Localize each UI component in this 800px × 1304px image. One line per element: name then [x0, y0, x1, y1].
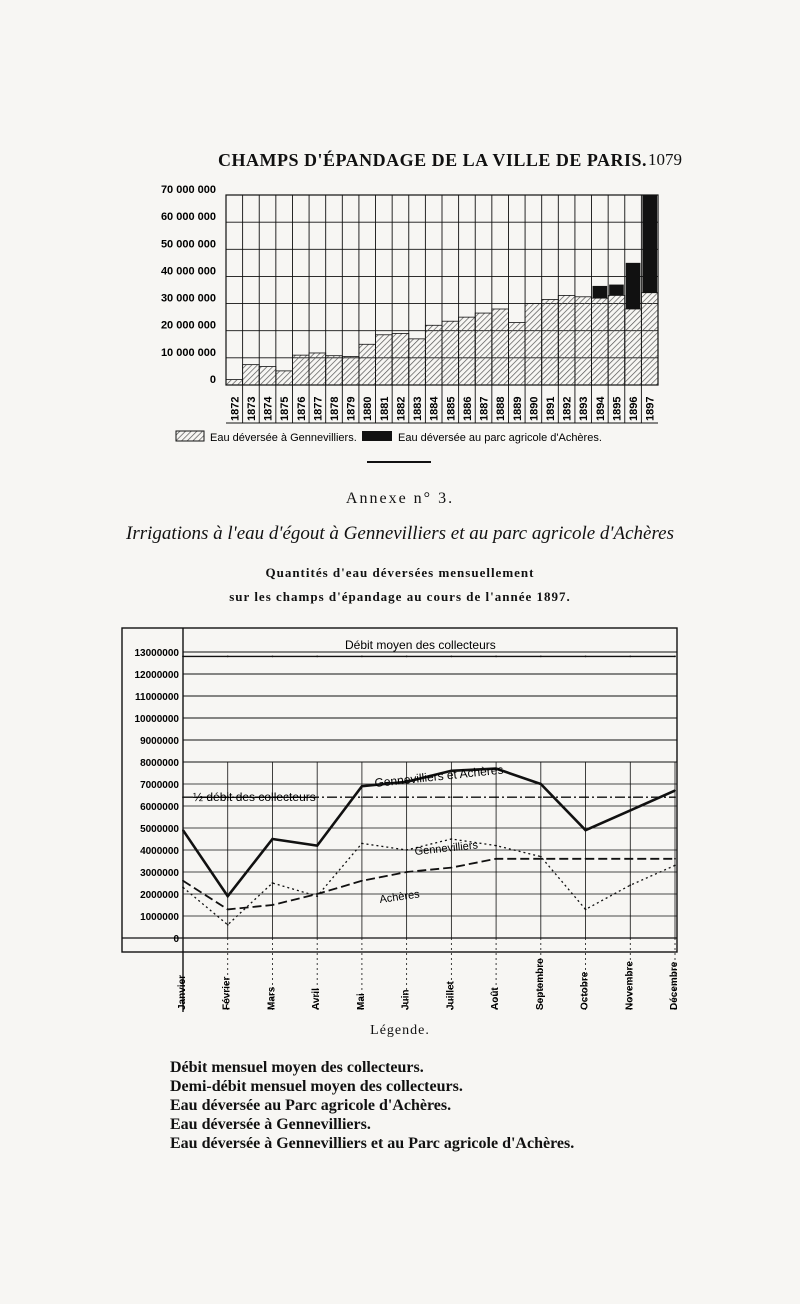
bar-x-tick-label: 1881: [378, 396, 391, 421]
line-point-2: [227, 909, 229, 911]
line-series-2: [183, 859, 675, 910]
bar-y-tick-label: 30 000 000: [160, 292, 216, 305]
line-x-tick-label: Décembre: [669, 961, 680, 1010]
bar-gennevilliers-1876: [292, 355, 309, 385]
line-x-tick-label: Octobre: [579, 971, 591, 1010]
line-point-1: [495, 845, 497, 847]
bar-gennevilliers-1882: [392, 333, 409, 385]
line-point-1: [361, 843, 363, 845]
line-label-gennevilliers: Gennevilliers: [414, 839, 479, 858]
line-point-1: [182, 887, 184, 889]
bar-x-tick-label: 1880: [362, 396, 375, 421]
bar-gennevilliers-1884: [425, 325, 442, 385]
legend-title: Légende.: [370, 1023, 430, 1038]
line-point-0: [182, 829, 184, 831]
bar-x-tick-label: 1876: [295, 396, 308, 421]
bar-x-tick-label: 1896: [628, 396, 641, 421]
line-point-1: [316, 895, 318, 897]
bar-y-tick-label: 60 000 000: [160, 211, 216, 224]
line-x-tick-label: Février: [221, 976, 233, 1010]
bar-x-tick-label: 1872: [229, 396, 242, 421]
bar-x-tick-label: 1883: [412, 396, 425, 421]
line-point-3: [495, 796, 497, 798]
line-point-2: [585, 858, 587, 860]
bar-gennevilliers-1874: [259, 367, 276, 385]
line-point-4: [227, 656, 229, 658]
line-point-1: [272, 882, 274, 884]
line-series-0: [183, 769, 675, 897]
line-point-0: [361, 785, 363, 787]
line-point-3: [406, 796, 408, 798]
line-point-2: [182, 880, 184, 882]
line-y-tick-label: 5000000: [140, 824, 179, 835]
bar-x-tick-label: 1893: [578, 396, 591, 421]
line-label-acheres: Achères: [378, 888, 421, 906]
bar-x-tick-label: 1895: [611, 396, 624, 421]
line-point-4: [316, 656, 318, 658]
bar-x-tick-label: 1875: [279, 396, 292, 421]
bar-gennevilliers-1887: [475, 313, 492, 385]
legend-swatch-gennevilliers: [176, 431, 204, 441]
bar-x-tick-label: 1892: [561, 396, 574, 421]
line-point-4: [361, 656, 363, 658]
line-point-2: [495, 858, 497, 860]
line-point-1: [674, 865, 676, 867]
bar-x-tick-label: 1890: [528, 396, 541, 421]
line-point-1: [227, 924, 229, 926]
annexe-heading-line2: sur les champs d'épandage au cours de l'année 1897.: [229, 589, 571, 604]
line-x-tick-label: Août: [490, 987, 502, 1010]
bar-x-tick-label: 1887: [478, 396, 491, 421]
line-point-0: [227, 895, 229, 897]
line-y-tick-label: 6000000: [140, 802, 179, 813]
line-point-3: [316, 796, 318, 798]
bar-gennevilliers-1881: [376, 335, 393, 385]
bar-y-tick-label: 20 000 000: [160, 319, 216, 332]
line-label-total: Gennevilliers et Achères: [373, 762, 505, 790]
bar-x-tick-label: 1877: [312, 396, 325, 421]
bar-gennevilliers-1878: [326, 356, 343, 385]
line-x-tick-label: Juillet: [445, 981, 457, 1010]
line-x-tick-label: Avril: [311, 988, 323, 1010]
line-point-0: [585, 829, 587, 831]
line-point-4: [182, 656, 184, 658]
bar-x-tick-label: 1894: [594, 396, 607, 421]
line-y-tick-label: 12000000: [134, 670, 179, 681]
bar-gennevilliers-1873: [243, 365, 260, 385]
section-divider: [367, 461, 431, 463]
line-point-2: [361, 880, 363, 882]
line-point-0: [540, 783, 542, 785]
line-y-tick-label: 4000000: [140, 846, 179, 857]
line-point-0: [272, 838, 274, 840]
bar-x-tick-label: 1879: [345, 396, 358, 421]
line-x-tick-label: Septembre: [534, 958, 546, 1010]
bar-gennevilliers-1880: [359, 344, 376, 385]
line-point-4: [585, 656, 587, 658]
line-point-3: [182, 796, 184, 798]
line-y-tick-label: 8000000: [140, 758, 179, 769]
bar-y-tick-label: 40 000 000: [160, 265, 216, 278]
annexe-subtitle: Irrigations à l'eau d'égout à Gennevilliers et au parc agricole d'Achères: [126, 523, 674, 544]
line-y-tick-label: 11000000: [135, 692, 179, 703]
line-point-4: [406, 656, 408, 658]
legend-label-gennevilliers: Eau déversée à Gennevilliers.: [210, 432, 357, 444]
legend-label-acheres: Eau déversée au parc agricole d'Achères.: [398, 432, 602, 444]
line-point-1: [450, 838, 452, 840]
bar-gennevilliers-1890: [525, 304, 542, 385]
line-y-tick-label: 7000000: [140, 780, 179, 791]
bar-gennevilliers-1893: [575, 297, 592, 385]
line-y-tick-label: 0: [173, 934, 179, 945]
bar-x-tick-label: 1886: [461, 396, 474, 421]
bar-gennevilliers-1879: [342, 357, 359, 386]
bar-gennevilliers-1897: [641, 293, 658, 385]
bar-gennevilliers-1889: [508, 323, 525, 385]
line-point-0: [674, 790, 676, 792]
line-point-2: [316, 893, 318, 895]
legend-item: Débit mensuel moyen des collecteurs.: [170, 1059, 424, 1076]
line-point-3: [361, 796, 363, 798]
line-point-1: [540, 856, 542, 858]
line-point-3: [674, 796, 676, 798]
line-x-tick-label: Mai: [355, 993, 367, 1010]
page-running-title: CHAMPS D'ÉPANDAGE DE LA VILLE DE PARIS.: [218, 150, 648, 170]
line-point-3: [540, 796, 542, 798]
line-point-1: [406, 849, 408, 851]
bar-gennevilliers-1872: [226, 380, 243, 385]
bar-acheres-1897: [642, 195, 657, 293]
bar-x-tick-label: 1878: [329, 396, 341, 421]
bar-gennevilliers-1894: [592, 298, 609, 385]
bar-x-tick-label: 1885: [445, 396, 458, 421]
line-y-tick-label: 1000000: [140, 912, 179, 923]
bar-y-tick-label: 10 000 000: [160, 346, 216, 359]
line-point-4: [540, 656, 542, 658]
legend-item: Demi-débit mensuel moyen des collecteurs.: [170, 1078, 463, 1095]
annexe-heading-line1: Quantités d'eau déversées mensuellement: [265, 565, 535, 580]
bar-x-tick-label: 1874: [262, 396, 275, 421]
line-point-3: [450, 796, 452, 798]
line-point-4: [272, 656, 274, 658]
bar-gennevilliers-1888: [492, 309, 509, 385]
legend-swatch-acheres: [362, 431, 392, 441]
legend-item: Eau déversée à Gennevilliers et au Parc agricole d'Achères.: [170, 1135, 575, 1152]
legend-item: Eau déversée au Parc agricole d'Achères.: [170, 1097, 452, 1114]
line-point-2: [540, 858, 542, 860]
bar-gennevilliers-1886: [459, 317, 476, 385]
legend-list: [170, 1058, 574, 1153]
line-point-4: [629, 656, 631, 658]
line-point-2: [272, 904, 274, 906]
line-x-tick-label: Mars: [266, 986, 278, 1010]
bar-gennevilliers-1883: [409, 339, 426, 385]
legend-item: Eau déversée à Gennevilliers.: [170, 1116, 371, 1133]
line-point-0: [316, 845, 318, 847]
line-point-2: [406, 871, 408, 873]
annexe-title: Annexe n° 3.: [345, 490, 455, 507]
line-x-tick-label: Juin: [400, 989, 412, 1010]
line-point-2: [450, 867, 452, 869]
bar-y-tick-label: 50 000 000: [160, 238, 216, 251]
line-x-tick-label: Novembre: [624, 961, 636, 1010]
line-point-2: [674, 858, 676, 860]
line-chart-monthly: [0, 620, 800, 1020]
bar-y-tick-label: 0: [209, 374, 216, 386]
bar-gennevilliers-1885: [442, 321, 459, 385]
bar-gennevilliers-1896: [625, 309, 642, 385]
bar-acheres-1894: [593, 286, 608, 298]
line-point-4: [450, 656, 452, 658]
bar-acheres-1896: [626, 263, 641, 309]
bar-gennevilliers-1877: [309, 353, 326, 385]
line-point-1: [629, 884, 631, 886]
line-y-tick-label: 3000000: [140, 868, 179, 879]
line-y-tick-label: 9000000: [140, 736, 179, 747]
bar-x-tick-label: 1891: [545, 396, 557, 421]
line-y-tick-label: 10000000: [134, 714, 179, 725]
bar-acheres-1895: [609, 285, 624, 296]
line-point-3: [629, 796, 631, 798]
page-number: 1079: [648, 150, 682, 169]
bar-gennevilliers-1891: [542, 300, 559, 386]
bar-x-tick-label: 1884: [428, 396, 441, 421]
line-label-half-debit: ½ débit des collecteurs: [193, 790, 316, 804]
bar-gennevilliers-1895: [608, 295, 625, 385]
line-point-0: [629, 810, 631, 812]
line-y-tick-label: 13000000: [134, 648, 179, 659]
bar-x-tick-label: 1888: [495, 396, 508, 421]
line-point-4: [674, 656, 676, 658]
line-x-tick-label: Janvier: [177, 974, 188, 1010]
line-point-4: [495, 656, 497, 658]
bar-x-tick-label: 1889: [511, 396, 524, 421]
line-point-3: [585, 796, 587, 798]
bar-x-tick-label: 1897: [644, 396, 657, 421]
bar-gennevilliers-1875: [276, 371, 293, 385]
bar-x-tick-label: 1873: [245, 396, 258, 421]
line-point-2: [629, 858, 631, 860]
bar-x-tick-label: 1882: [395, 396, 408, 421]
bar-y-tick-label: 70 000 000: [160, 184, 216, 196]
line-point-1: [585, 909, 587, 911]
bar-gennevilliers-1892: [558, 295, 575, 385]
bar-chart-annual: [0, 175, 800, 455]
line-label-debit: Débit moyen des collecteurs: [345, 638, 496, 652]
line-y-tick-label: 2000000: [140, 890, 179, 901]
